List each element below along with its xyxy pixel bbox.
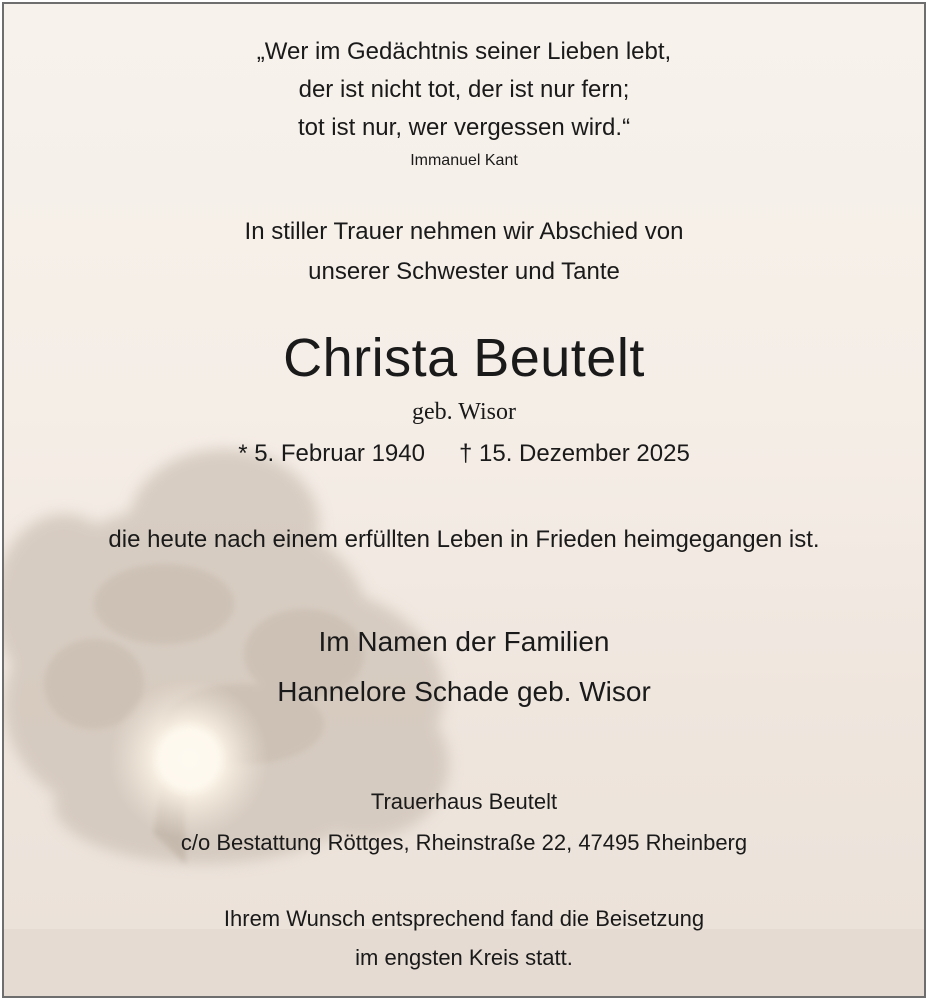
address-line-1: Trauerhaus Beutelt	[370, 789, 558, 814]
birth-date: * 5. Februar 1940	[238, 440, 425, 467]
death-date: † 15. Dezember 2025	[458, 440, 690, 467]
quote-line-3: tot ist nur, wer vergessen wird.“	[297, 114, 631, 141]
intro-line-1: In stiller Trauer nehmen wir Abschied von	[244, 218, 684, 245]
maiden-name: geb. Wisor	[412, 399, 516, 425]
address-line-2: c/o Bestattung Röttges, Rheinstraße 22, 47495 Rheinberg	[180, 830, 748, 855]
quote-line-1: „Wer im Gedächtnis seiner Lieben lebt,	[256, 38, 672, 65]
signatory-line-2: Hannelore Schade geb. Wisor	[277, 676, 651, 707]
quote-line-2: der ist nicht tot, der ist nur fern;	[298, 76, 630, 103]
life-dates	[4, 438, 924, 470]
deceased-name: Christa Beutelt	[283, 328, 645, 388]
obituary-text	[4, 4, 924, 996]
burial-note-line-1: Ihrem Wunsch entsprechend fand die Beisetzung	[223, 906, 705, 931]
passing-statement: die heute nach einem erfüllten Leben in Frieden heimgegangen ist.	[108, 526, 820, 553]
quote-author: Immanuel Kant	[410, 152, 518, 169]
signatory-line-1: Im Namen der Familien	[318, 626, 610, 657]
intro-line-2: unserer Schwester und Tante	[308, 258, 620, 285]
obituary-notice	[2, 2, 926, 998]
burial-note-line-2: im engsten Kreis statt.	[355, 945, 573, 970]
